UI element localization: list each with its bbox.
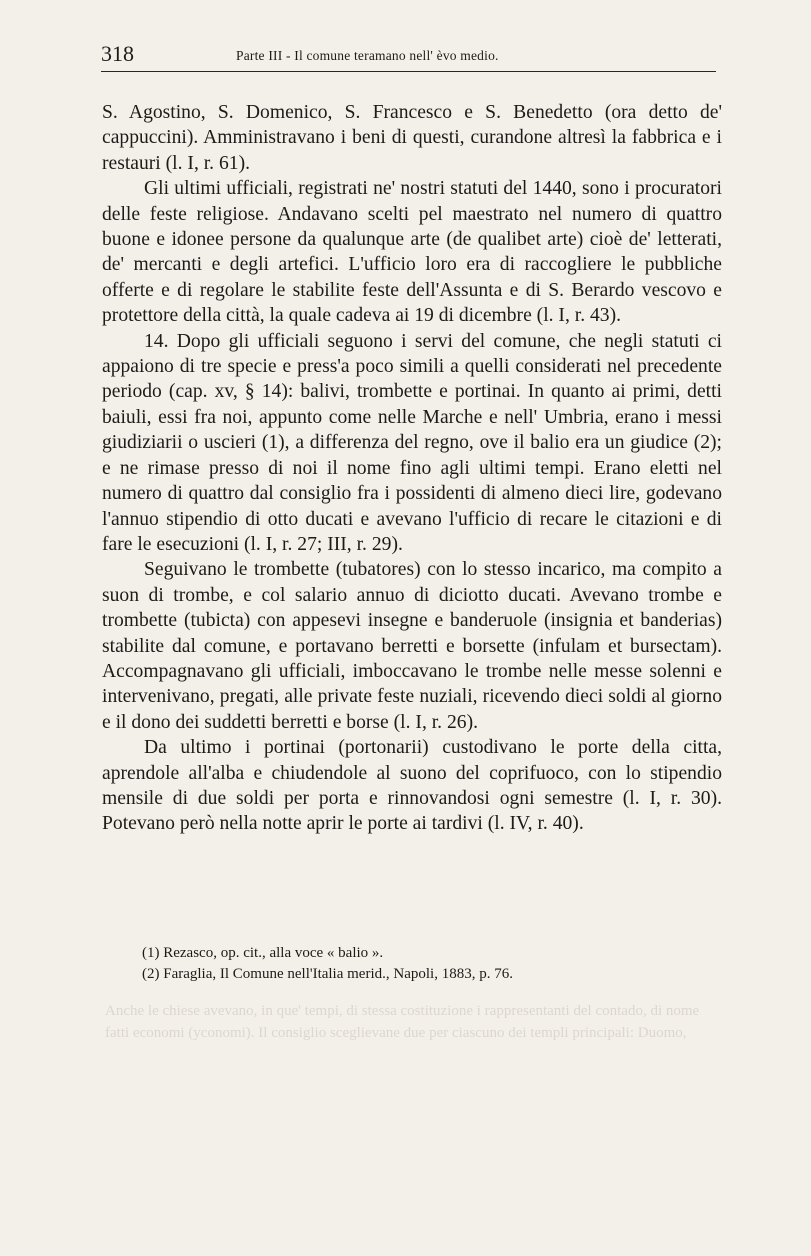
paragraph: Seguivano le trombette (tubatores) con lo stesso incarico, ma compito a suon di trombe, e col salario annuo di diciotto ducati. Avevano trombe e trombette (tubicta) con appesevi insegne e banderuole (insignia et banderias) stabilite dal comune, e portavano berretti e borsette (infulam et bursectam). Accompagnavano gli ufficiali, imboccavano le trombe nelle messe solenni e intervenivano, pregati, alle private feste nuziali, ricevendo dieci soldi al giorno e il dono dei suddetti berretti e borse (l. I, r. 26). <box>102 559 722 733</box>
bleedthrough-text: Anche le chiese avevano, in que' tempi, di stessa costituzione i rappresentanti del contado, di nome fatti economi (yconomi). Il consiglio sceglievane due per ciascuno dei templi principali: Duomo, <box>105 1003 700 1041</box>
paragraph: Gli ultimi ufficiali, registrati ne' nostri statuti del 1440, sono i procuratori delle feste religiose. Andavano scelti pel maestrato nel numero di quattro buone e idonee persone da qualunque arte (de qualibet arte) cioè de' letterati, de' mercanti e degli artefici. L'ufficio loro era di raccogliere le pubbliche offerte e di regolare le stabilite feste dell'Assunta e di S. Berardo vescovo e protettore della città, la quale cadeva ai 19 di dicembre (l. I, r. 43). <box>102 178 722 327</box>
footnote: (1) Rezasco, op. cit., alla voce « balio ». <box>142 945 384 961</box>
body-text <box>102 100 722 837</box>
page-number: 318 <box>101 41 134 66</box>
page-header <box>101 41 716 72</box>
paragraph: 14. Dopo gli ufficiali seguono i servi del comune, che negli statuti ci appaiono di tre specie e press'a poco simili a quelli considerati nel precedente periodo (cap. xv, § 14): balivi, trombette e portinai. In quanto ai primi, detti baiuli, essi fra noi, appunto come nelle Marche e nell' Umbria, erano i messi giudiziarii o uscieri (1), a differenza del regno, ove il balio era un giudice (2); e ne rimase presso di noi il nome fino agli ultimi tempi. Erano eletti nel numero di quattro dal consiglio fra i possidenti di almeno dieci lire, godevano l'annuo stipendio di otto ducati e avevano l'ufficio di recare le citazioni e di fare le esecuzioni (l. I, r. 27; III, r. 29). <box>102 330 722 555</box>
running-head: Parte III - Il comune teramano nell' èvo medio. <box>236 48 499 63</box>
footnote: (2) Faraglia, Il Comune nell'Italia merid., Napoli, 1883, p. 76. <box>142 966 513 982</box>
footnotes <box>142 943 702 985</box>
paragraph: Da ultimo i portinai (portonarii) custodivano le porte della citta, aprendole all'alba e chiudendole al suono del coprifuoco, con lo stipendio mensile di due soldi per porta e rinnovandosi ogni semestre (l. I, r. 30). Potevano però nella notte aprir le porte ai tardivi (l. IV, r. 40). <box>102 737 722 835</box>
paragraph: S. Agostino, S. Domenico, S. Francesco e S. Benedetto (ora detto de' cappuccini). Amministravano i beni di questi, curandone altresì la fabbrica e i restauri (l. I, r. 61). <box>102 102 722 174</box>
